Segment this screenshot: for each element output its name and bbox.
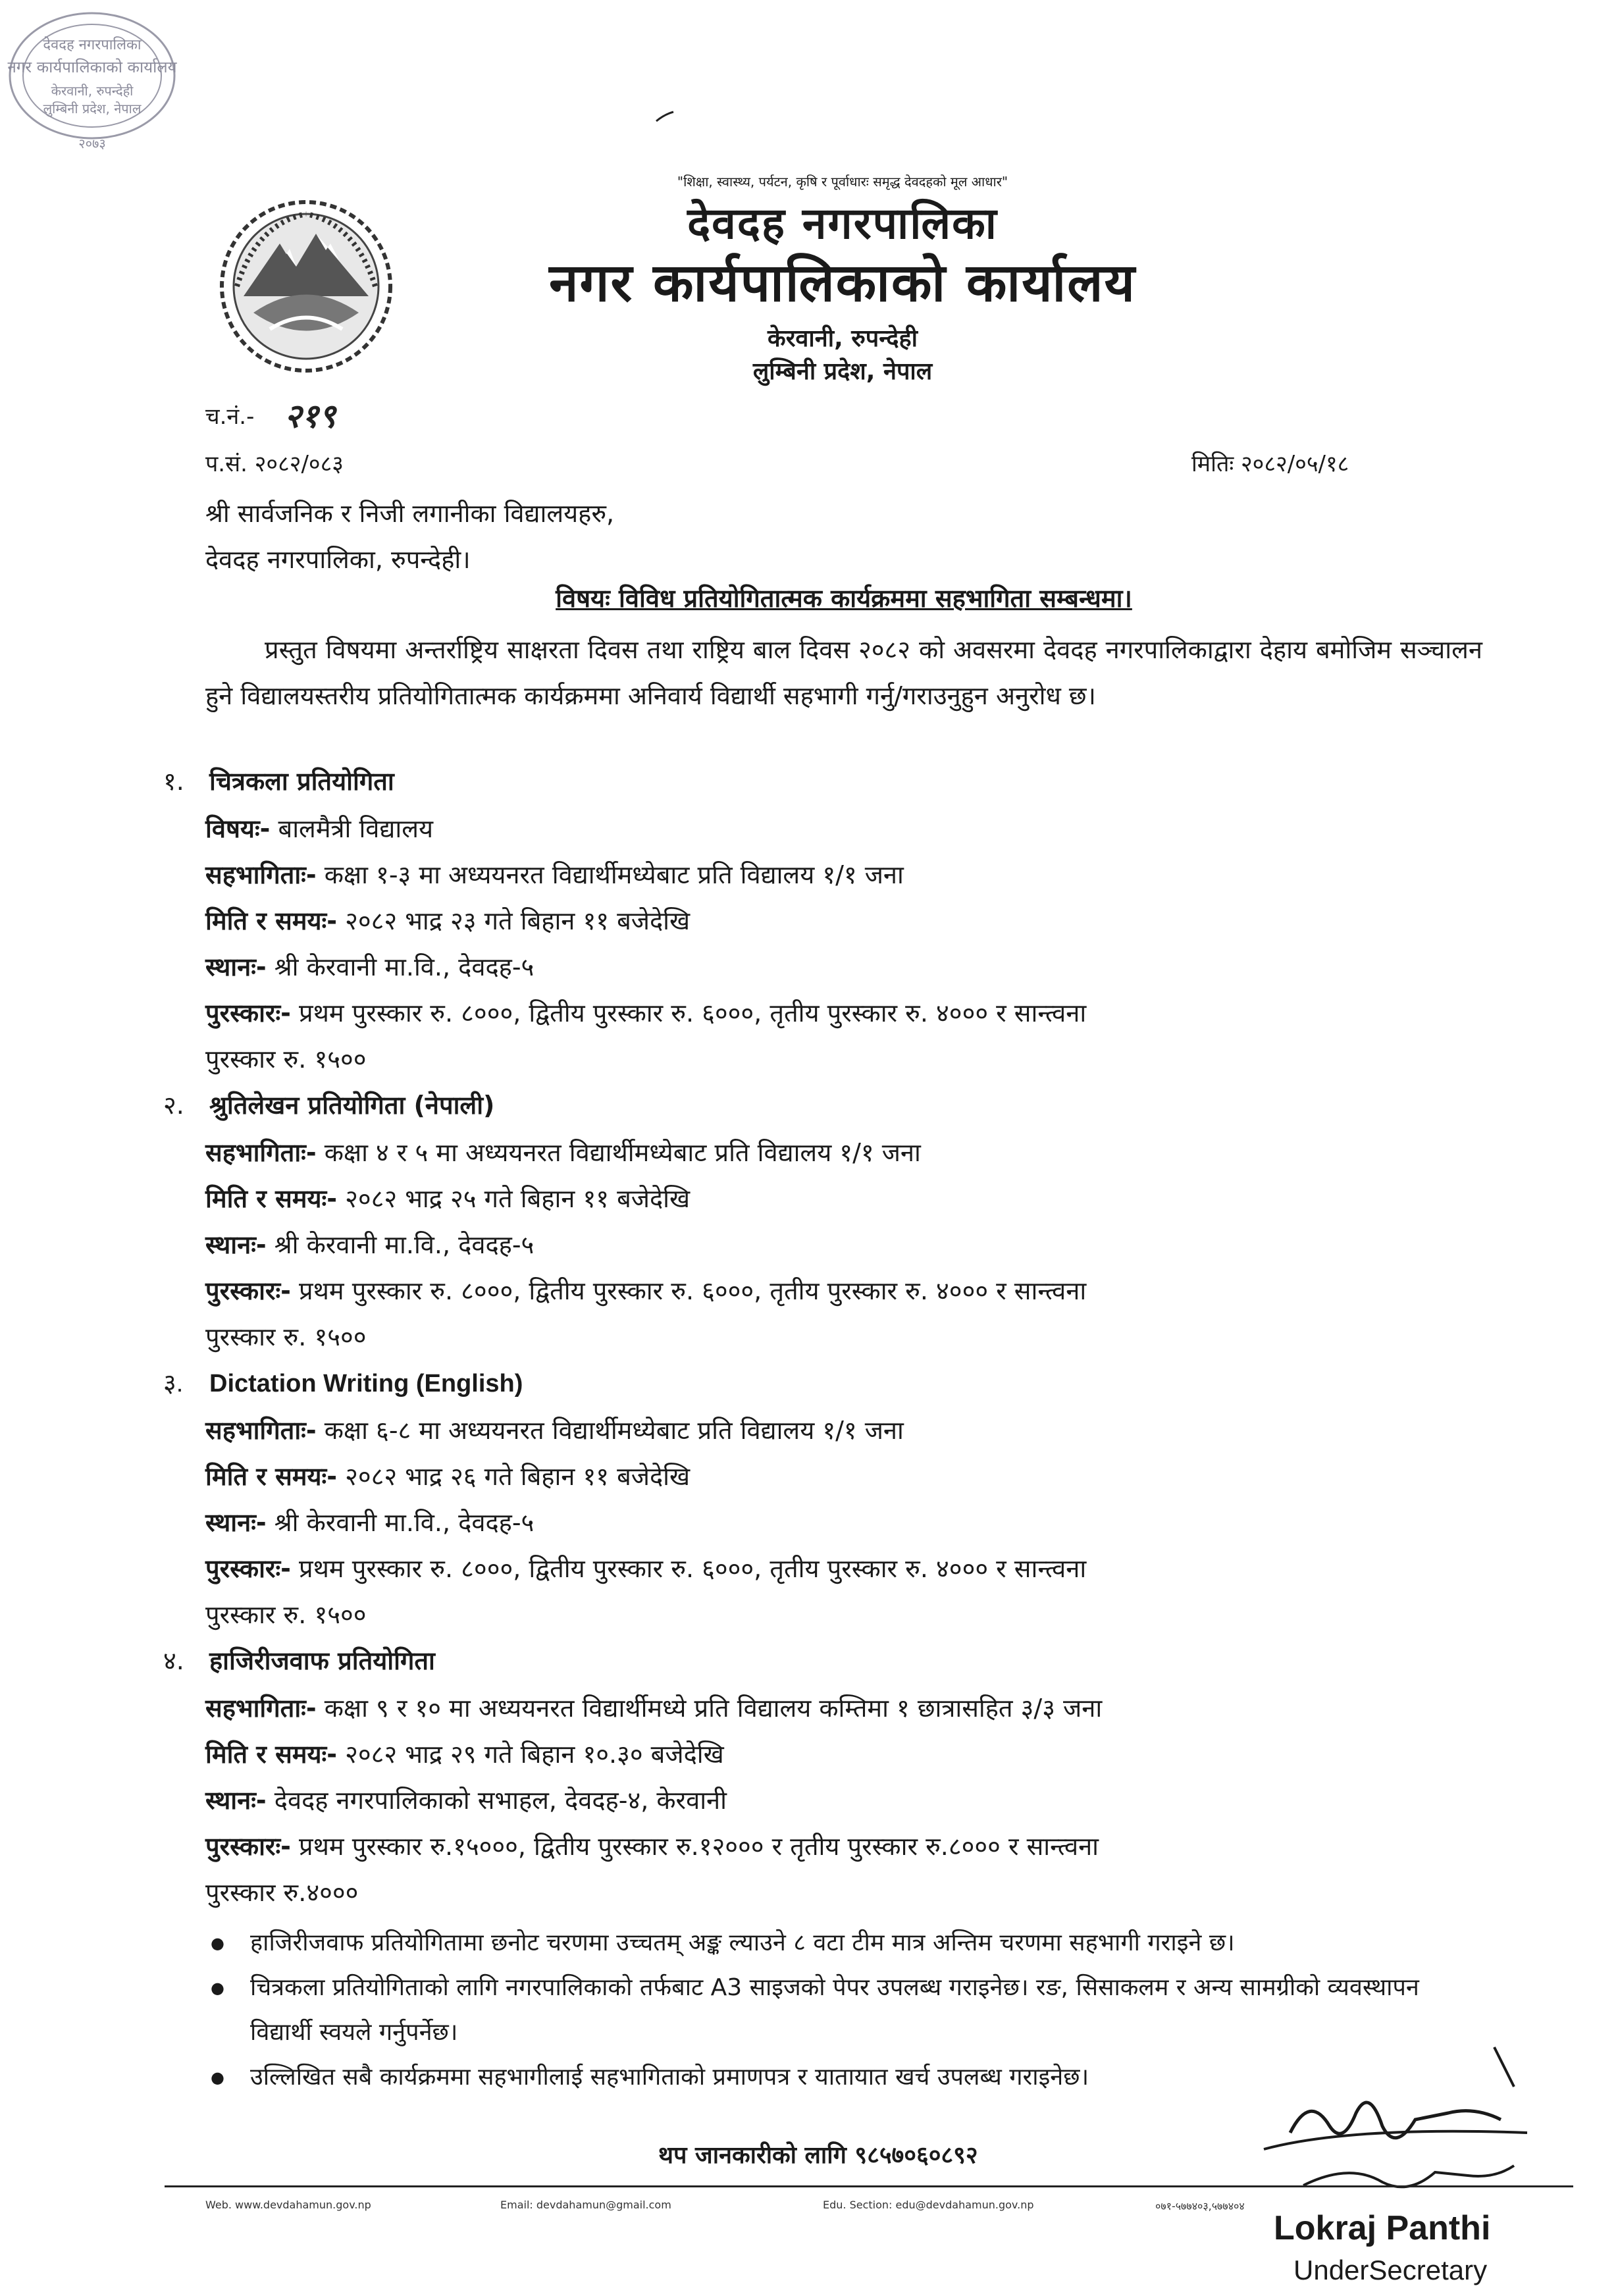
svg-text:नगर कार्यपालिकाको कार्यालय: नगर कार्यपालिकाको कार्यालय xyxy=(7,58,177,76)
section-2-title: २. श्रुतिलेखन प्रतियोगिता (नेपाली) xyxy=(163,1091,495,1120)
section-2-datetime: मिति र समयः- २०८२ भाद्र २५ गते बिहान ११ बजेदेखि xyxy=(205,1184,691,1213)
svg-text:देवदह नगरपालिका: देवदह नगरपालिका xyxy=(43,37,142,53)
fiscal-year: प.सं. २०८२/०८३ xyxy=(205,451,344,477)
section-2-prize: पुरस्कारः- प्रथम पुरस्कार रु. ८०००, द्वितीय पुरस्कार रु. ६०००, तृतीय पुरस्कार रु. ४००० र सान्त्वना xyxy=(205,1276,1087,1305)
section-3-datetime: मिति र समयः- २०८२ भाद्र २६ गते बिहान ११ बजेदेखि xyxy=(205,1462,691,1491)
nepal-emblem-logo xyxy=(217,197,395,375)
footer-phone: ०७१-५७७४०३,५७७४०४ xyxy=(1155,2200,1245,2212)
section-4-title: ४. हाजिरीजवाफ प्रतियोगिता xyxy=(163,1646,435,1675)
note-item: ● हाजिरीजवाफ प्रतियोगितामा छनोट चरणमा उच्चतम् अङ्क ल्याउने ८ वटा टीम मात्र अन्तिम चरणमा सहभागी गराइने छ। xyxy=(211,1921,1481,1966)
recipient-block xyxy=(205,490,1482,583)
recipient-line-2: देवदह नगरपालिका, रुपन्देही। xyxy=(205,545,471,574)
note-item: ● चित्रकला प्रतियोगिताको लागि नगरपालिकाको तर्फबाट A3 साइजको पेपर उपलब्ध गराइनेछ। रङ, सिसाकलम र अन्य सामग्रीको व्यवस्थापन विद्यार्थी स्वयले गर्नुपर्नेछ। xyxy=(211,1966,1481,2055)
svg-text:२०७३: २०७३ xyxy=(78,136,106,151)
ref-number: २१९ xyxy=(284,396,336,435)
svg-text:लुम्बिनी प्रदेश, नेपाल: लुम्बिनी प्रदेश, नेपाल xyxy=(43,101,142,117)
section-2-participation: सहभागिताः- कक्षा ४ र ५ मा अध्ययनरत विद्यार्थीमध्येबाट प्रति विद्यालय १/१ जना xyxy=(205,1138,921,1167)
section-4-participation: सहभागिताः- कक्षा ९ र १० मा अध्ययनरत विद्यार्थीमध्ये प्रति विद्यालय कम्तिमा १ छात्रासहित ३/३ जना xyxy=(205,1694,1103,1723)
slogan: "शिक्षा, स्वास्थ्य, पर्यटन, कृषि र पूर्वाधारः समृद्ध देवदहको मूल आधार" xyxy=(677,174,1008,190)
ref-number-label: च.नं.- xyxy=(205,404,255,430)
note-item: ● उल्लिखित सबै कार्यक्रममा सहभागीलाई सहभागिताको प्रमाणपत्र र यातायात खर्च उपलब्ध गराइनेछ। xyxy=(211,2055,1481,2100)
municipality-name: देवदह नगरपालिका xyxy=(687,198,998,249)
section-4-datetime: मिति र समयः- २०८२ भाद्र २९ गते बिहान १०.३० बजेदेखि xyxy=(205,1740,724,1769)
footer-divider xyxy=(165,2185,1573,2187)
section-4-prize: पुरस्कारः- प्रथम पुरस्कार रु.१५०००, द्वितीय पुरस्कार रु.१२००० र तृतीय पुरस्कार रु.८००० र सान्त्वना xyxy=(205,1832,1099,1861)
contact-info: थप जानकारीको लागि ९८५७०६०८९२ xyxy=(658,2142,978,2169)
section-1-prize: पुरस्कारः- प्रथम पुरस्कार रु. ८०००, द्वितीय पुरस्कार रु. ६०००, तृतीय पुरस्कार रु. ४००० र सान्त्वना xyxy=(205,999,1087,1028)
subject-line xyxy=(205,581,1482,615)
section-1-title: १. चित्रकला प्रतियोगिता xyxy=(163,767,394,796)
address-line-1: केरवानी, रुपन्देही xyxy=(768,325,918,352)
section-1-venue: स्थानः- श्री केरवानी मा.वि., देवदह-५ xyxy=(205,952,535,981)
section-4-venue: स्थानः- देवदह नगरपालिकाको सभाहल, देवदह-४, केरवानी xyxy=(205,1786,727,1815)
footer-web: Web. www.devdahamun.gov.np xyxy=(205,2199,371,2211)
section-2-prize-cont: पुरस्कार रु. १५०० xyxy=(205,1322,367,1351)
subject-text: विषयः विविध प्रतियोगितात्मक कार्यक्रममा सहभागिता सम्बन्धमा। xyxy=(556,584,1132,613)
address-line-2: लुम्बिनी प्रदेश, नेपाल xyxy=(752,358,933,385)
section-1-participation: सहभागिताः- कक्षा १-३ मा अध्ययनरत विद्यार्थीमध्येबाट प्रति विद्यालय १/१ जना xyxy=(205,860,904,889)
section-3-venue: स्थानः- श्री केरवानी मा.वि., देवदह-५ xyxy=(205,1508,535,1537)
recipient-line-1: श्री सार्वजनिक र निजी लगानीका विद्यालयहरु, xyxy=(205,499,615,528)
handwritten-signature xyxy=(1251,2034,1547,2218)
intro-paragraph: प्रस्तुत विषयमा अन्तर्राष्ट्रिय साक्षरता दिवस तथा राष्ट्रिय बाल दिवस २०८२ को अवसरमा देवदह नगरपालिकाद्वारा देहाय बमोजिम सञ्चालन हुने विद्यालयस्तरीय प्रतियोगितात्मक कार्यक्रममा अनिवार्य विद्यार्थी सहभागी गर्नु/गराउनुहुन अनुरोध छ। xyxy=(205,635,1482,710)
section-1-datetime: मिति र समयः- २०८२ भाद्र २३ गते बिहान ११ बजेदेखि xyxy=(205,906,691,935)
section-3-prize-cont: पुरस्कार रु. १५०० xyxy=(205,1600,367,1629)
section-1-topic: विषयः- बालमैत्री विद्यालय xyxy=(205,814,433,843)
section-2-venue: स्थानः- श्री केरवानी मा.वि., देवदह-५ xyxy=(205,1230,535,1259)
pen-mark xyxy=(655,111,675,124)
section-3-prize: पुरस्कारः- प्रथम पुरस्कार रु. ८०००, द्वितीय पुरस्कार रु. ६०००, तृतीय पुरस्कार रु. ४००० र सान्त्वना xyxy=(205,1554,1087,1583)
svg-text:केरवानी, रुपन्देही: केरवानी, रुपन्देही xyxy=(51,83,134,99)
footer-email: Email: devdahamun@gmail.com xyxy=(500,2199,671,2211)
section-4-prize-cont: पुरस्कार रु.४००० xyxy=(205,1878,359,1907)
letter-date: मितिः २०८२/०५/१८ xyxy=(1191,451,1349,477)
signatory-name: Lokraj Panthi xyxy=(1274,2209,1491,2247)
office-seal-stamp xyxy=(0,0,184,158)
section-3-participation: सहभागिताः- कक्षा ६-८ मा अध्ययनरत विद्यार्थीमध्येबाट प्रति विद्यालय १/१ जना xyxy=(205,1416,904,1445)
signatory-title: UnderSecretary xyxy=(1293,2255,1488,2285)
section-3-title: ३. Dictation Writing (English) xyxy=(163,1370,523,1397)
section-1-prize-cont: पुरस्कार रु. १५०० xyxy=(205,1045,367,1074)
footer-edu: Edu. Section: edu@devdahamun.gov.np xyxy=(823,2199,1034,2211)
office-name: नगर कार्यपालिकाको कार्यालय xyxy=(549,252,1136,313)
